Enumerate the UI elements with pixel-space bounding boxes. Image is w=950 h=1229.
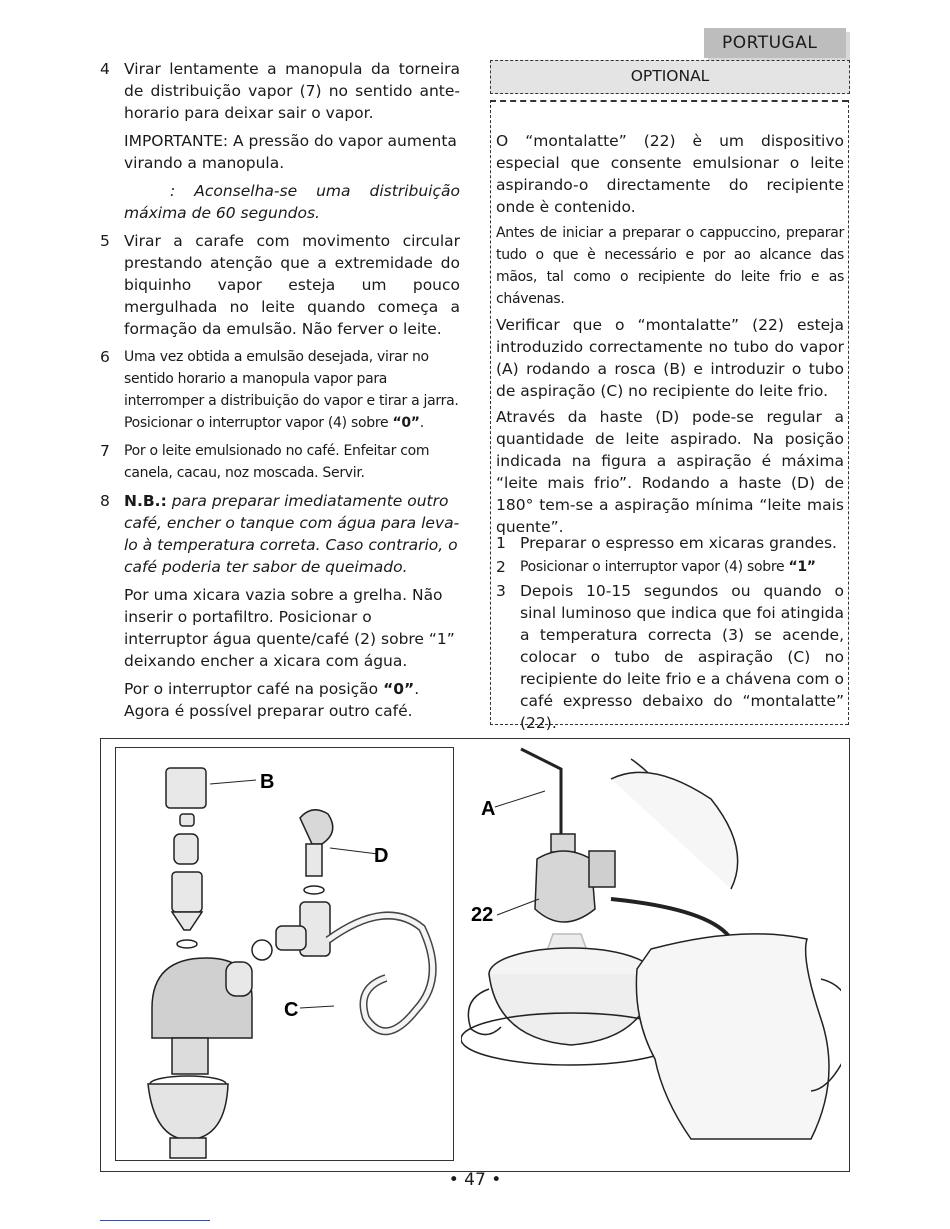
item-text: Por o leite emulsionado no café. Enfeitar com canela, cacau, noz moscada. Servir. — [124, 443, 430, 481]
item-text: Preparar o espresso em xicaras grandes. — [520, 534, 837, 552]
country-tab — [704, 28, 846, 58]
paragraph-verify: Verificar que o “montalatte” (22) esteja introduzido correctamente no tubo do vapor (A) rodando a rosca (B) e introduzir o tubo de aspiração (C) no recipiente do leite frio. — [496, 316, 844, 400]
text: Por o interruptor café na posição — [124, 680, 384, 698]
item-bold: “0” — [392, 415, 420, 431]
item-number: 6 — [100, 348, 110, 366]
nut-part — [166, 768, 206, 808]
list-item-8 — [100, 490, 460, 578]
illustration-frame — [100, 738, 850, 1172]
country-label: PORTUGAL — [722, 33, 818, 53]
paragraph-empty-cup: Por uma xicara vazia sobre a grelha. Não inserir o portafiltro. Posicionar o interruptor água quente/café (2) sobre “1” deixando encher a xicara com água. — [124, 586, 455, 670]
list-item-4 — [100, 58, 460, 124]
item-text: Virar lentamente a manopula da torneira de distribuição vapor (7) no sentido ante-horario para deixar sair o vapor. — [124, 60, 460, 122]
bold-text: “0” — [383, 680, 415, 698]
right-column — [496, 130, 844, 542]
paragraph-regulate: Através da haste (D) pode-se regular a quantidade de leite aspirado. Na posição indicada na figura a aspiração é máxima “leite mais frio”. Rodando a haste (D) de 180° tem-se a aspiração mínima “leite mais quente”. — [496, 408, 844, 536]
item-text: Uma vez obtida a emulsão desejada, virar no sentido horario a manopula vapor para interromper a distribuição do vapor e tirar a jarra. Posicionar o interruptor vapor (4) sobre — [124, 349, 459, 431]
item-number: 8 — [100, 492, 110, 510]
list-item-2 — [496, 556, 844, 578]
item-end: . — [419, 415, 424, 431]
usage-drawing — [461, 739, 841, 1169]
label-d: D — [374, 845, 389, 867]
list-item-1 — [496, 532, 844, 554]
exploded-view-drawing — [116, 748, 453, 1160]
item-number: 3 — [496, 582, 506, 600]
item-text: Virar a carafe com movimento circular prestando atenção que a extremidade do biquinho vapor esteja um pouco mergulhada no leite quando começa a formação da emulsão. Não ferver o leite. — [124, 232, 460, 338]
label-a: A — [481, 798, 496, 820]
item-number: 2 — [496, 558, 506, 576]
paragraph-intro: O “montalatte” (22) è um dispositivo especial que consente emulsionar o leite aspirando-o directamente do recipiente onde è contenido. — [496, 132, 844, 216]
page-number: • 47 • — [448, 1170, 502, 1190]
item-number: 4 — [100, 60, 110, 78]
important-note: IMPORTANTE: A pressão do vapor aumenta virando a manopula. — [124, 132, 457, 172]
item-number: 7 — [100, 442, 110, 460]
label-c: C — [284, 999, 299, 1021]
item-number: 5 — [100, 232, 110, 250]
item-number: 1 — [496, 534, 506, 552]
item-text: Depois 10-15 segundos ou quando o sinal luminoso que indica que foi atingida a temperatura correcta (3) se acende, colocar o tubo de aspiração (C) no recipiente do leite frio e a chávena com o café expresso debaixo do “montalatte” (22). — [520, 582, 844, 732]
label-22: 22 — [471, 904, 494, 926]
advice-note: : Aconselha-se uma distribuição máxima de 60 segundos. — [124, 182, 460, 222]
divider — [848, 100, 849, 725]
left-column — [100, 58, 460, 728]
exploded-view-panel — [115, 747, 454, 1161]
paragraph-switch-off — [100, 678, 460, 722]
divider — [490, 100, 491, 725]
list-item-7 — [100, 440, 460, 484]
steps-list — [496, 532, 844, 736]
item-bold: “1” — [788, 559, 816, 575]
optional-header — [490, 60, 850, 94]
list-item-5 — [100, 230, 460, 340]
optional-label: OPTIONAL — [630, 67, 710, 85]
label-b: B — [260, 771, 275, 793]
list-item-6 — [100, 346, 460, 434]
text: . Agora é possível preparar outro café. — [124, 680, 420, 720]
divider — [100, 1220, 210, 1221]
divider — [490, 100, 848, 102]
list-item-3 — [496, 580, 844, 734]
nb-label: N.B.: — [124, 492, 167, 510]
item-text: Posicionar o interruptor vapor (4) sobre — [520, 559, 789, 575]
paragraph-prepare: Antes de iniciar a preparar o cappuccino, preparar tudo o que è necessário e por ao alcance das mãos, tal como o recipiente do leite frio e as chávenas. — [496, 225, 844, 307]
item-text: para preparar imediatamente outro café, encher o tanque com água para leva-lo à temperatura correta. Caso contrario, o café poderia ter sabor de queimado. — [124, 492, 460, 576]
